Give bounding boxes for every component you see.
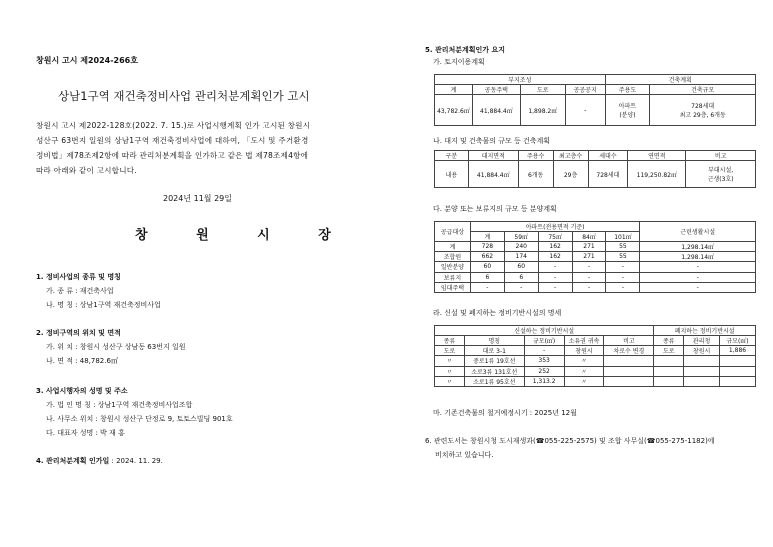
table-cell: 차로수 변경 xyxy=(604,346,654,356)
table-cell: 소로1류 95호선 xyxy=(464,376,524,386)
table-cell xyxy=(654,376,684,386)
table-cell: 〃 xyxy=(564,356,604,366)
section-heading: 2. 정비구역의 위치 및 면적 xyxy=(36,329,121,337)
notice-title: 상남1구역 재건축정비사업 관리처분계획인가 고시 xyxy=(58,89,310,103)
table-cell: 728 xyxy=(470,242,504,252)
table-cell: 내용 xyxy=(435,161,469,188)
table-cell: 6 xyxy=(504,272,538,282)
table-cell: 162 xyxy=(538,242,572,252)
table-header: 101㎡ xyxy=(606,232,640,242)
table-cell xyxy=(684,366,720,376)
section-5-heading: 5. 관리처분계획인가 요지 xyxy=(425,46,506,54)
table-cell-line: 부대시설, xyxy=(708,167,734,174)
subsection-d: 라. 신설 및 폐지하는 정비기반시설의 명세 xyxy=(433,309,562,317)
table-cell: 조합원 xyxy=(435,252,471,262)
section-item: 나. 면 적 : 48,782.6㎡ xyxy=(46,357,118,365)
table-cell xyxy=(604,366,654,376)
table-cell: - xyxy=(538,282,572,292)
intro-line: 성산구 63번지 일원의 상남1구역 재건축정비사업에 대하여, 「도시 및 주거환경 xyxy=(36,136,309,145)
section-heading: 3. 사업시행자의 성명 및 주소 xyxy=(36,387,128,395)
table-cell xyxy=(686,161,756,188)
table-header: 건축규모 xyxy=(650,85,756,95)
building-plan-table xyxy=(434,150,756,188)
table-header: 대지면적 xyxy=(468,151,518,161)
table-header: 75㎡ xyxy=(538,232,572,242)
table-cell: 대로 3-1 xyxy=(464,346,524,356)
table-header: 폐지하는 정비기반시설 xyxy=(654,326,756,336)
table-header: 비고 xyxy=(686,151,756,161)
table-header: 계 xyxy=(435,85,473,95)
table-header: 규모(㎡) xyxy=(524,336,564,346)
table-header: 주용도 xyxy=(605,85,650,95)
section-item: 나. 명 칭 : 상남1구역 재건축정비사업 xyxy=(46,301,161,309)
table-header: 종류 xyxy=(435,336,465,346)
intro-line: 정비법」제78조제2항에 따라 관리처분계획을 인가하고 같은 법 제78조제4항에 xyxy=(36,151,309,160)
table-cell: 29층 xyxy=(553,161,588,188)
table-cell: 6개동 xyxy=(518,161,553,188)
table-cell: - xyxy=(538,272,572,282)
table-header: 세대수 xyxy=(588,151,628,161)
section-6-line: 6. 관련도서는 창원시청 도시재생과(☎055-225-2575) 및 조합 사무실(☎055-275-1182)에 xyxy=(425,437,715,445)
table-header: 공공공지 xyxy=(565,85,605,95)
table-header: 연면적 xyxy=(628,151,686,161)
table-header: 공동주택 xyxy=(472,85,520,95)
table-cell: - xyxy=(606,272,640,282)
table-cell: 〃 xyxy=(435,376,465,386)
notice-date: 2024년 11월 29일 xyxy=(163,194,232,203)
table-cell: - xyxy=(606,262,640,272)
table-cell: - xyxy=(640,262,756,272)
section-item: 가. 종 류 : 재건축사업 xyxy=(46,287,114,295)
table-cell: 일반분양 xyxy=(435,262,471,272)
table-header: 규모(㎡) xyxy=(720,336,756,346)
table-header: 구분 xyxy=(435,151,469,161)
table-cell: 1,886 xyxy=(720,346,756,356)
intro-paragraph xyxy=(36,118,366,178)
section-6 xyxy=(425,434,765,462)
table-cell: 임대주택 xyxy=(435,282,471,292)
table-cell: 창원시 xyxy=(684,346,720,356)
table-cell: 174 xyxy=(504,252,538,262)
approval-date: : 2024. 11. 29. xyxy=(109,457,163,465)
table-cell: - xyxy=(470,282,504,292)
section-heading: 4. 관리처분계획 인가일 xyxy=(36,457,110,465)
table-cell xyxy=(650,95,756,126)
table-cell: - xyxy=(504,282,538,292)
table-cell: - xyxy=(524,346,564,356)
table-cell: 1,898.2㎡ xyxy=(520,95,565,126)
table-header: 비고 xyxy=(604,336,654,346)
subsection-b: 나. 대지 및 건축물의 규모 등 건축계획 xyxy=(433,137,551,145)
table-cell: - xyxy=(572,262,606,272)
table-cell: 55 xyxy=(606,252,640,262)
table-cell xyxy=(684,356,720,366)
table-header: 소유권 귀속 xyxy=(564,336,604,346)
table-cell: 1,298.14㎡ xyxy=(640,242,756,252)
table-header: 도로 xyxy=(520,85,565,95)
table-header: 공급대상 xyxy=(435,222,471,242)
infrastructure-table xyxy=(434,325,756,387)
table-cell: 119,250.82㎡ xyxy=(628,161,686,188)
table-header: 신설하는 정비기반시설 xyxy=(435,326,654,336)
table-header: 최고층수 xyxy=(553,151,588,161)
table-cell: 162 xyxy=(538,252,572,262)
table-cell: 55 xyxy=(606,242,640,252)
table-cell: 41,884.4㎡ xyxy=(468,161,518,188)
table-cell-line: 아파트 xyxy=(618,103,637,110)
section-heading: 1. 정비사업의 종류 및 명칭 xyxy=(36,273,121,281)
table-header: 계 xyxy=(470,232,504,242)
table-cell: - xyxy=(565,95,605,126)
table-cell: 보류지 xyxy=(435,272,471,282)
land-use-table xyxy=(434,74,756,126)
table-cell: - xyxy=(640,272,756,282)
table-cell-line: (분양) xyxy=(619,112,636,119)
intro-line: 창원시 고시 제2022-128호(2022. 7. 15.)로 사업시행계획 인가 고시된 창원시 xyxy=(36,121,311,130)
table-cell: 353 xyxy=(524,356,564,366)
table-header: 주용수 xyxy=(518,151,553,161)
table-header: 근린생활시설 xyxy=(640,222,756,242)
table-cell: 271 xyxy=(572,252,606,262)
table-cell-line: 근생(3호) xyxy=(707,176,734,183)
section-2 xyxy=(36,328,185,366)
table-cell-line: 최고 29층, 6개동 xyxy=(679,112,726,119)
table-header: 84㎡ xyxy=(572,232,606,242)
table-cell xyxy=(720,376,756,386)
table-cell: - xyxy=(572,272,606,282)
subsection-a: 가. 토지이용계획 xyxy=(433,58,485,66)
notice-number: 창원시 고시 제2024-266호 xyxy=(36,56,138,65)
table-cell: 계 xyxy=(435,242,471,252)
table-cell xyxy=(604,376,654,386)
signer: 창 원 시 장 xyxy=(135,228,353,243)
sales-plan-table xyxy=(434,221,756,293)
table-header: 부지조성 xyxy=(435,75,606,85)
table-cell: 도로 xyxy=(654,346,684,356)
table-cell xyxy=(720,366,756,376)
table-cell: 〃 xyxy=(435,356,465,366)
table-cell: 〃 xyxy=(564,366,604,376)
table-cell: 60 xyxy=(470,262,504,272)
table-cell: 1,298.14㎡ xyxy=(640,252,756,262)
section-6-line: 비치하고 있습니다. xyxy=(435,451,494,459)
table-cell: - xyxy=(640,282,756,292)
table-header: 건축계획 xyxy=(605,75,755,85)
table-header: 종류 xyxy=(654,336,684,346)
table-cell-line: 728세대 xyxy=(691,103,715,110)
section-4 xyxy=(36,456,163,466)
table-cell: - xyxy=(606,282,640,292)
intro-line: 따라 아래와 같이 고시합니다. xyxy=(36,166,137,175)
table-header: 관리청 xyxy=(684,336,720,346)
table-cell: 271 xyxy=(572,242,606,252)
section-1 xyxy=(36,272,161,310)
table-cell: 창원시 xyxy=(564,346,604,356)
table-cell: 240 xyxy=(504,242,538,252)
section-item: 가. 법 인 명 칭 : 상남1구역 재건축정비사업조합 xyxy=(46,401,193,409)
table-cell xyxy=(684,376,720,386)
table-cell: 소로3류 131호선 xyxy=(464,366,524,376)
table-cell: 〃 xyxy=(435,366,465,376)
section-3 xyxy=(36,386,233,438)
table-cell xyxy=(720,356,756,366)
table-cell: 1,313.2 xyxy=(524,376,564,386)
table-cell: 중로1류 19호선 xyxy=(464,356,524,366)
table-cell xyxy=(654,366,684,376)
table-header: 명칭 xyxy=(464,336,524,346)
section-item: 가. 위 치 : 창원시 성산구 상남동 63번지 일원 xyxy=(46,343,186,351)
table-cell: 252 xyxy=(524,366,564,376)
table-cell: - xyxy=(572,282,606,292)
table-cell: - xyxy=(538,262,572,272)
subsection-c: 다. 분양 또는 보류지의 규모 등 분양계획 xyxy=(433,205,557,213)
table-cell xyxy=(604,356,654,366)
table-header: 59㎡ xyxy=(504,232,538,242)
table-header: 아파트(전용면적 기준) xyxy=(470,222,639,232)
section-item: 나. 사무소 위치 : 창원시 성산구 단정로 9, 토토스빌딩 901호 xyxy=(46,415,233,423)
table-cell: 43,782.6㎡ xyxy=(435,95,473,126)
table-cell: 〃 xyxy=(564,376,604,386)
section-item: 다. 대표자 성명 : 박 재 홍 xyxy=(46,429,125,437)
table-cell xyxy=(605,95,650,126)
table-cell: 도로 xyxy=(435,346,465,356)
table-cell: 6 xyxy=(470,272,504,282)
subsection-e: 마. 기존건축물의 철거예정시기 : 2025년 12월 xyxy=(433,409,577,417)
table-cell: 60 xyxy=(504,262,538,272)
table-cell: 728세대 xyxy=(588,161,628,188)
table-cell: 662 xyxy=(470,252,504,262)
table-cell xyxy=(654,356,684,366)
table-cell: 41,884.4㎡ xyxy=(472,95,520,126)
